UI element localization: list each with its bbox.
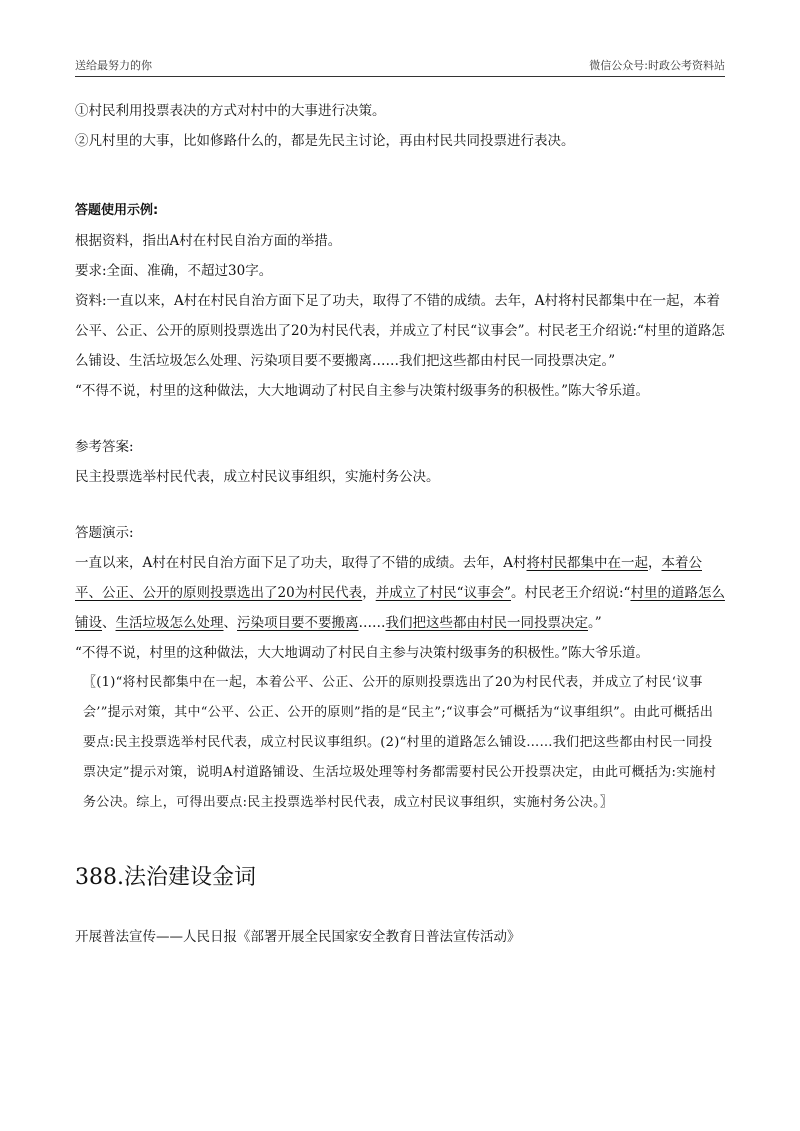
list-item: ②凡村里的大事，比如修路什么的，都是先民主讨论，再由村民共同投票进行表决。 [75,133,575,149]
example-requirement: 要求:全面、准确，不超过30字。 [75,263,273,279]
example-material: 资料:一直以来，A村在村民自治方面下足了功夫，取得了不错的成绩。去年，A村将村民都集中在一起，本着公平、公正、公开的原则投票选出了20为村民代表，并成立了村民“议事会”。村民老王介绍说:“村里的道路怎么铺设、生活垃圾怎么处理、污染项目要不要搬离……我们把这些都由村民一同投票决定。” [75,293,725,369]
analysis-block: 〖(1)“将村民都集中在一起，本着公平、公正、公开的原则投票选出了20为村民代表，并成立了村民‘议事会’”提示对策，其中“公平、公正、公开的原则”指的是“民主”;“议事会”可概括为“议事组织”。由此可概括出要点:民主投票选举村民代表，成立村民议事组织。(2)“村里的道路怎么铺设……我们把这些都由村民一同投票决定”提示对策，说明A村道路铺设、生活垃圾处理等村务都需要村民公开投票决定，由此可概括为:实施村务公决。综上，可得出要点:民主投票选举村民代表，成立村民议事组织，实施村务公决。〗 [83,675,717,810]
section-title: 法治建设金词 [123,865,256,890]
underlined-phrase: 我们把这些都由村民一同投票决定 [385,615,588,631]
underlined-phrase: 生活垃圾怎么处理 [115,615,224,631]
header-left-text: 送给最努力的你 [75,59,152,72]
underlined-phrase: 并成立了村民“议事会” [375,585,511,601]
demo-quote: “不得不说，村里的这种做法，大大地调动了村民自主参与决策村级事务的积极性。”陈大爷乐道。 [75,645,650,661]
list-item: ①村民利用投票表决的方式对村中的大事进行决策。 [75,103,386,119]
demo-heading: 答题演示: [75,525,134,541]
reference-heading: 参考答案: [75,439,134,455]
underlined-phrase: 将村民都集中在一起 [526,555,648,571]
example-heading: 答题使用示例: [75,203,159,218]
page-header [75,50,725,77]
demo-paragraph: 一直以来，A村在村民自治方面下足了功夫，取得了不错的成绩。去年，A村将村民都集中在一起，本着公平、公正、公开的原则投票选出了20为村民代表，并成立了村民“议事会”。村民老王介绍说:“村里的道路怎么铺设、生活垃圾怎么处理、污染项目要不要搬离……我们把这些都由村民一同投票决定。” [75,555,725,631]
underlined-phrase: 村里的道路怎么铺设 [75,585,725,631]
source-line: 开展普法宣传——人民日报《部署开展全民国家安全教育日普法宣传活动》 [75,929,521,945]
page-content [75,96,725,952]
underlined-phrase: 污染项目要不要搬离 [237,615,359,631]
example-question: 根据资料，指出A村在村民自治方面的举措。 [75,233,342,249]
header-right-text: 微信公众号:时政公考资料站 [589,59,725,72]
section-number: 388. [75,865,124,890]
reference-answer: 民主投票选举村民代表，成立村民议事组织，实施村务公决。 [75,469,440,485]
section-heading [75,858,725,898]
underlined-phrase: 本着公平、公正、公开的原则投票选出了20为村民代表 [75,555,702,601]
example-material-quote: “不得不说，村里的这种做法，大大地调动了村民自主参与决策村级事务的积极性。”陈大爷乐道。 [75,383,650,399]
